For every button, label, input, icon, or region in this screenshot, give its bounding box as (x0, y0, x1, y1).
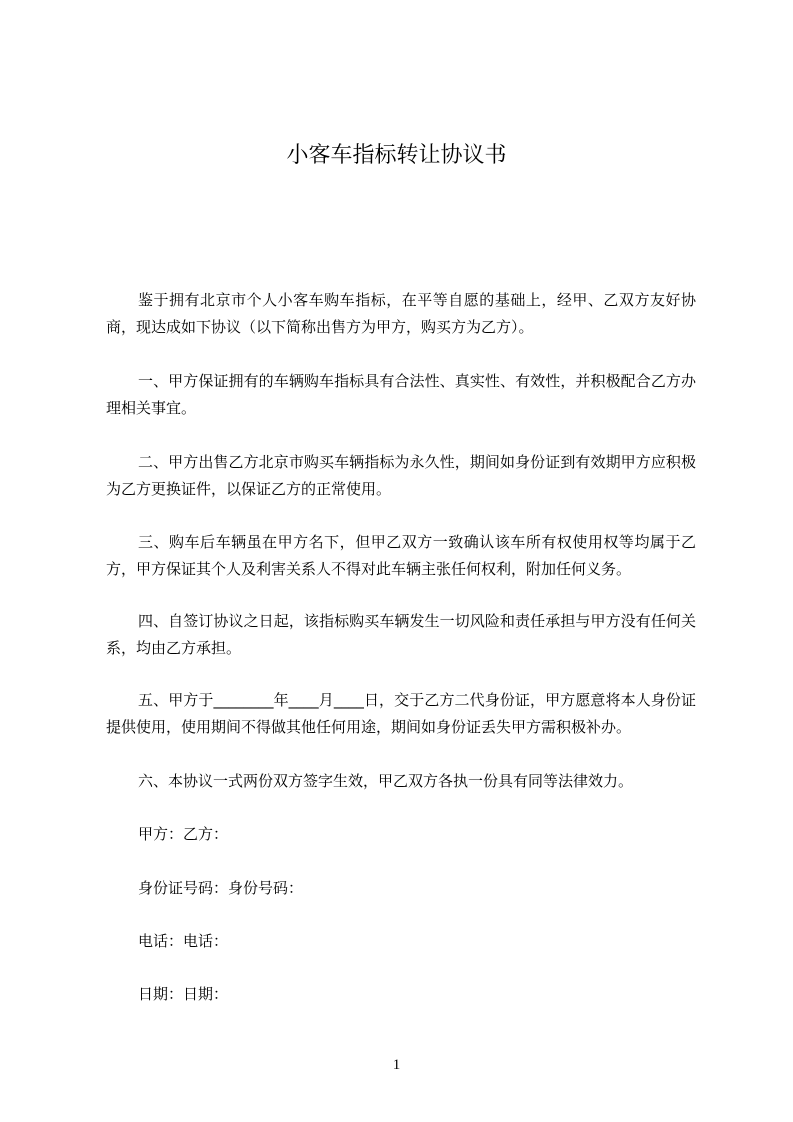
clause-5: 五、甲方于________年____月____日，交于乙方二代身份证，甲方愿意将本人身份证提供使用，使用期间不得做其他任何用途，期间如身份证丢失甲方需积极补办。 (106, 691, 696, 736)
intro-paragraph: 鉴于拥有北京市个人小客车购车指标，在平等自愿的基础上，经甲、乙双方友好协商，现达成如下协议（以下简称出售方为甲方，购买方为乙方）。 (106, 291, 696, 336)
clause-4: 四、自签订协议之日起，该指标购买车辆发生一切风险和责任承担与甲方没有任何关系，均由乙方承担。 (106, 612, 696, 657)
signature-phones: 电话：电话： (138, 932, 229, 950)
clause-1: 一、甲方保证拥有的车辆购车指标具有合法性、真实性、有效性，并积极配合乙方办理相关事宜。 (106, 372, 696, 417)
page-number: 1 (392, 1057, 401, 1073)
signature-parties: 甲方：乙方： (138, 825, 229, 843)
clause-6: 六、本协议一式两份双方签字生效，甲乙双方各执一份具有同等法律效力。 (138, 772, 634, 790)
clause-3: 三、购车后车辆虽在甲方名下，但甲乙双方一致确认该车所有权使用权等均属于乙方，甲方保证其个人及利害关系人不得对此车辆主张任何权利，附加任何义务。 (106, 533, 696, 578)
signature-id-numbers: 身份证号码：身份号码： (138, 879, 304, 897)
document-title: 小客车指标转让协议书 (286, 143, 507, 168)
clause-2: 二、甲方出售乙方北京市购买车辆指标为永久性，期间如身份证到有效期甲方应积极为乙方更换证件，以保证乙方的正常使用。 (106, 453, 696, 498)
signature-dates: 日期：日期： (138, 985, 229, 1003)
